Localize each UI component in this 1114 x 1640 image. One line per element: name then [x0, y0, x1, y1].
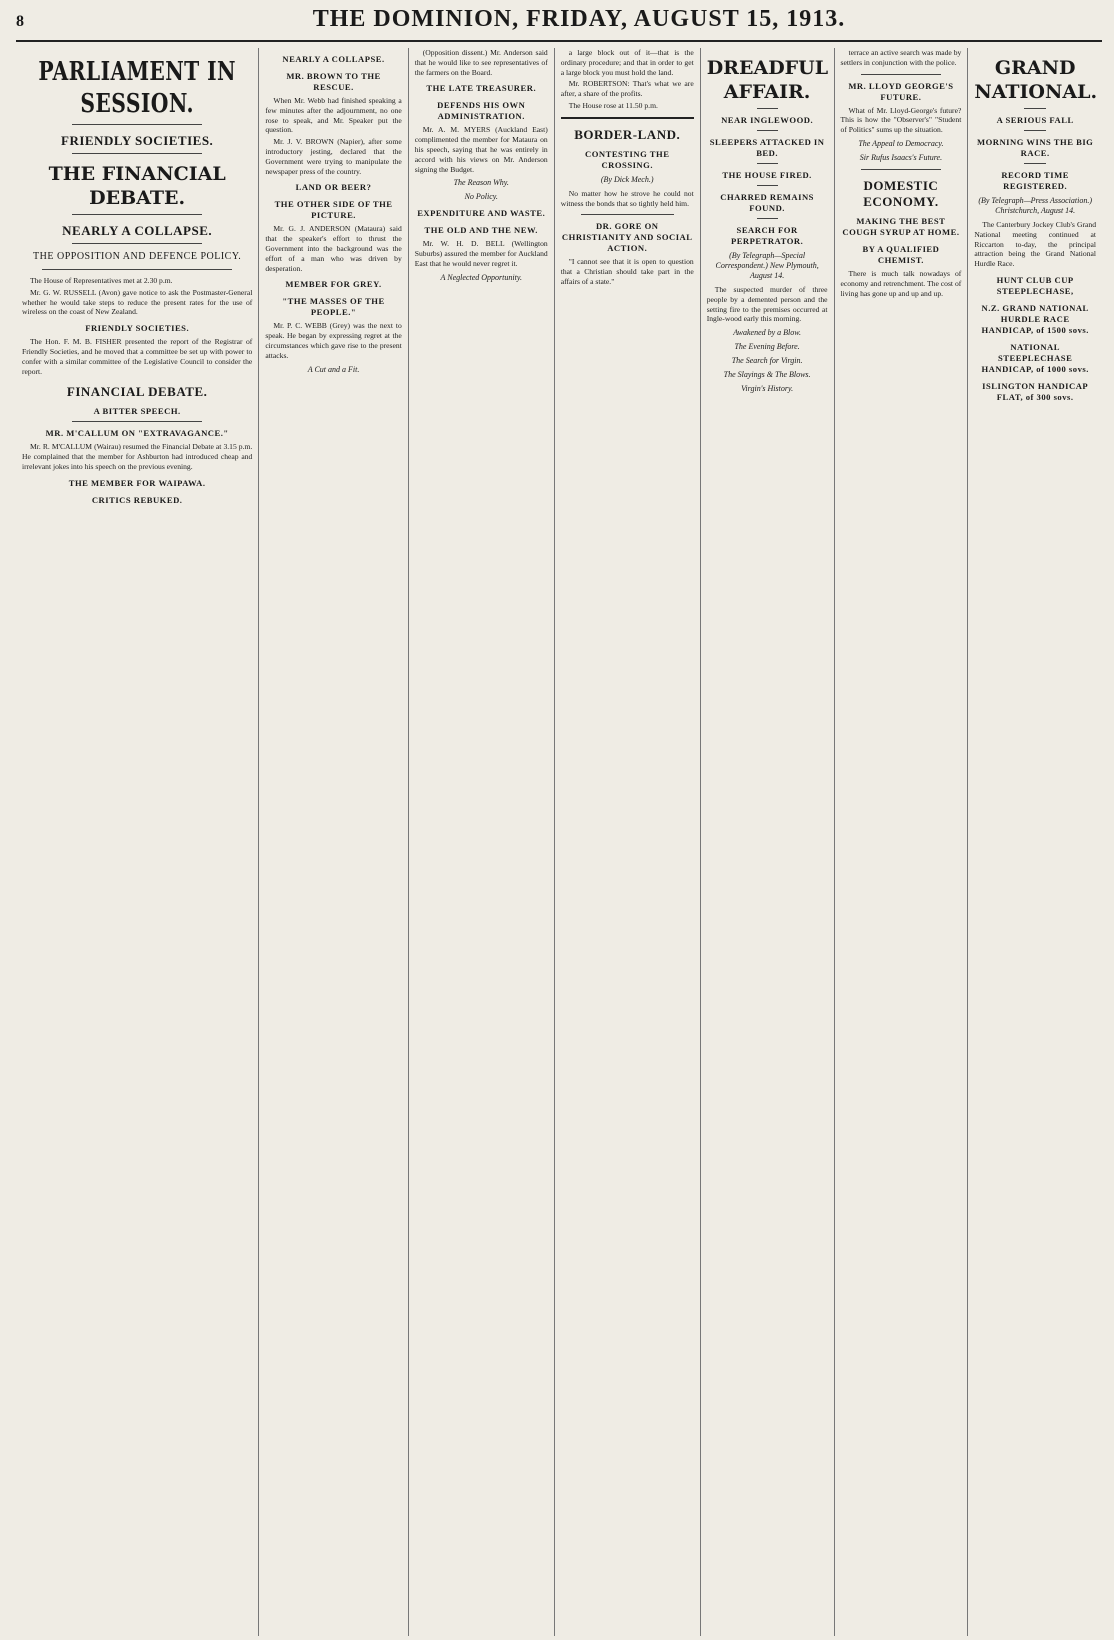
section-subheading: The Evening Before. [734, 342, 800, 352]
divider [861, 169, 942, 170]
race-heading: HUNT CLUB CUP STEEPLECHASE, [996, 274, 1074, 296]
section-subheading: A BITTER SPEECH. [93, 406, 181, 417]
column-borderland [555, 48, 701, 1636]
section-subheading: The Appeal to Democracy. [858, 138, 944, 148]
divider [861, 74, 942, 75]
column-treasurer [409, 48, 555, 1636]
section-subheading: MAKING THE BEST COUGH SYRUP AT HOME. [842, 215, 960, 237]
article-paragraph: Mr. ROBERTSON: That's what we are after, a share of the profits. [560, 79, 694, 99]
section-subheading: THE OLD AND THE NEW. [424, 225, 538, 236]
divider [72, 243, 202, 244]
section-heading: THE MEMBER FOR WAIPAWA. [68, 477, 206, 488]
subhead: NEAR INGLEWOOD. [721, 115, 814, 125]
race-heading: ISLINGTON HANDICAP FLAT, of 300 sovs. [982, 380, 1089, 402]
column-dreadful-affair [701, 48, 835, 1636]
article-paragraph: Mr. P. C. WEBB (Grey) was the next to speak. He began by expressing regret at the circumstances which gave rise to the present attacks. [265, 321, 402, 360]
article-paragraph: What of Mr. Lloyd-George's future? This is how the "Observer's" "Student of Politics" sums up the situation. [840, 105, 962, 135]
section-subheading: Virgin's History. [741, 384, 794, 394]
section-subheading: The Slayings & The Blows. [723, 370, 811, 380]
article-paragraph: There is much talk nowadays of economy and retrenchment. The cost of living has gone up and up and up. [840, 268, 962, 298]
race-heading: N.Z. GRAND NATIONAL HURDLE RACE HANDICAP, of 1500 sovs. [981, 302, 1089, 335]
article-paragraph: The House rose at 11.50 p.m. [568, 100, 658, 110]
divider [72, 124, 202, 125]
headline-parliament: PARLIAMENT IN SESSION. [38, 57, 236, 119]
section-subheading: THE OTHER SIDE OF THE PICTURE. [274, 199, 393, 221]
article-paragraph: Mr. W. H. D. BELL (Wellington Suburbs) assured the member for Auckland East that he would never regret it. [414, 239, 548, 268]
article-paragraph: Mr. R. M'CALLUM (Wairau) resumed the Financial Debate at 3.15 p.m. He complained that the member for Ashburton had introduced cheap and irrelevant jokes into his speech on the previous evening. [22, 442, 253, 471]
section-heading: THE LATE TREASURER. [426, 83, 537, 94]
dateline: (By Telegraph—Press Association.) Christchurch, August 14. [978, 196, 1093, 215]
headline-financial-debate: THE FINANCIAL DEBATE. [48, 163, 226, 209]
column-grand-national [968, 48, 1102, 1636]
headline-grand-national: GRAND NATIONAL. [974, 57, 1098, 103]
subhead: THE HOUSE FIRED. [722, 170, 812, 180]
subhead: MORNING WINS THE BIG RACE. [976, 137, 1094, 158]
headline-dreadful-affair: DREADFUL AFFAIR. [706, 57, 829, 103]
section-heading: DR. GORE ON CHRISTIANITY AND SOCIAL ACTION. [561, 221, 693, 254]
article-paragraph: The suspected murder of three people by a demented person and the setting fire to the premises occurred at Ingle-wood early this morning. [706, 285, 828, 324]
divider [757, 108, 778, 109]
section-heading: FINANCIAL DEBATE. [66, 384, 208, 400]
article-paragraph: When Mr. Webb had finished speaking a few minutes after the adjournment, no one rose to speak, and Mr. Speaker put the question. [265, 96, 402, 135]
article-paragraph: Mr. G. W. RUSSELL (Avon) gave notice to ask the Postmaster-General whether he would take steps to reduce the present rates for the use of wireless on the coast of New Zealand. [22, 287, 253, 317]
byline: (By Dick Mech.) [600, 174, 654, 184]
divider [757, 218, 778, 219]
dateline: (By Telegraph—Special Correspondent.) New Plymouth, August 14. [715, 251, 819, 280]
divider [561, 117, 694, 119]
article-paragraph: terrace an active search was made by settlers in conjunction with the police. [840, 48, 962, 67]
masthead [16, 6, 1102, 42]
divider [757, 185, 778, 186]
section-subheading: CRITICS REBUKED. [91, 494, 183, 505]
subhead: RECORD TIME REGISTERED. [1001, 170, 1069, 191]
divider [72, 153, 202, 154]
subhead-opposition-defence: THE OPPOSITION AND DEFENCE POLICY. [33, 251, 242, 262]
article-paragraph: a large block out of it—that is the ordinary procedure; and that in order to get a large block you must hold the land. [560, 48, 694, 77]
section-subheading: Sir Rufus Isaacs's Future. [859, 152, 943, 162]
section-subheading: Awakened by a Blow. [733, 328, 802, 338]
divider [757, 130, 778, 131]
divider [1024, 108, 1046, 109]
section-heading: FRIENDLY SOCIETIES. [85, 323, 190, 334]
article-paragraph: The House of Representatives met at 2.30 p.m. [30, 276, 173, 285]
divider [72, 421, 202, 422]
article-paragraph: Mr. J. V. BROWN (Napier), after some introductory jesting, declared that the Government were trying to manipulate the newspaper press of the country. [265, 137, 402, 176]
divider [72, 214, 202, 215]
columns [16, 48, 1102, 1636]
section-subheading: CONTESTING THE CROSSING. [584, 148, 670, 170]
subhead-friendly-societies: FRIENDLY SOCIETIES. [61, 133, 214, 148]
section-subheading: No Policy. [464, 192, 498, 202]
subhead: A SERIOUS FALL [996, 115, 1074, 125]
section-subheading: MR. M'CALLUM ON "EXTRAVAGANCE." [45, 428, 229, 439]
section-subheading: The Reason Why. [453, 178, 509, 188]
article-paragraph: "I cannot see that it is open to question that a Christian should take part in the affairs of a state." [560, 257, 694, 286]
article-paragraph: Mr. G. J. ANDERSON (Mataura) said that the speaker's effort to thrust the Government into the background was the effort of a man who was driven by desperation. [265, 224, 402, 273]
article-paragraph: (Opposition dissent.) Mr. Anderson said that he would like to see representatives of the farmers on the Board. [414, 48, 548, 77]
column-collapse [259, 48, 408, 1636]
section-heading: DOMESTIC ECONOMY. [863, 177, 939, 209]
subhead: SLEEPERS ATTACKED IN BED. [709, 137, 825, 158]
race-heading: NATIONAL STEEPLECHASE HANDICAP, of 1000 sovs. [981, 341, 1089, 374]
subhead: CHARRED REMAINS FOUND. [720, 192, 814, 213]
divider [1024, 163, 1046, 164]
section-subheading: MR. BROWN TO THE RESCUE. [286, 71, 381, 92]
article-paragraph: No matter how he strove he could not witness the bonds that so tightly held him. [560, 188, 694, 208]
section-subheading: A Neglected Opportunity. [440, 272, 522, 282]
section-subheading: BY A QUALIFIED CHEMIST. [862, 243, 940, 265]
article-paragraph: The Canterbury Jockey Club's Grand National meeting continued at Riccarton to-day, the principal attraction being the Grand National Hurdle Race. [974, 220, 1096, 269]
divider [757, 163, 778, 164]
column-parliament [16, 48, 259, 1636]
headline-borderland: BORDER-LAND. [574, 126, 681, 142]
section-subheading: DEFENDS HIS OWN ADMINISTRATION. [437, 100, 526, 122]
newspaper-title: THE DOMINION, FRIDAY, AUGUST 15, 1913. [312, 6, 846, 32]
divider [1024, 130, 1046, 131]
section-heading: NEARLY A COLLAPSE. [282, 54, 385, 64]
section-subheading: A Cut and a Fit. [307, 364, 360, 374]
section-heading: MEMBER FOR GREY. [285, 279, 382, 290]
section-heading: EXPENDITURE AND WASTE. [417, 208, 546, 219]
page-number: 8 [16, 13, 24, 30]
section-subheading: The Search for Virgin. [731, 356, 803, 366]
section-heading: LAND OR BEER? [295, 182, 372, 193]
subhead-nearly-collapse: NEARLY A COLLAPSE. [62, 223, 213, 238]
section-subheading: "THE MASSES OF THE PEOPLE." [282, 296, 385, 318]
divider [42, 269, 232, 270]
subhead: SEARCH FOR PERPETRATOR. [730, 225, 804, 246]
column-lloyd-george [835, 48, 969, 1636]
article-paragraph: Mr. A. M. MYERS (Auckland East) complimented the member for Mataura on his speech, saying that he was entirely in accord with his views on Mr. Anderson signing the Budget. [414, 125, 548, 174]
section-heading: MR. LLOYD GEORGE'S FUTURE. [848, 80, 954, 102]
article-paragraph: The Hon. F. M. B. FISHER presented the report of the Registrar of Friendly Societies, and he moved that a committee be set up with power to confer with a similar committee of the Legislative Council to consider the report. [22, 337, 253, 376]
divider [581, 214, 674, 215]
